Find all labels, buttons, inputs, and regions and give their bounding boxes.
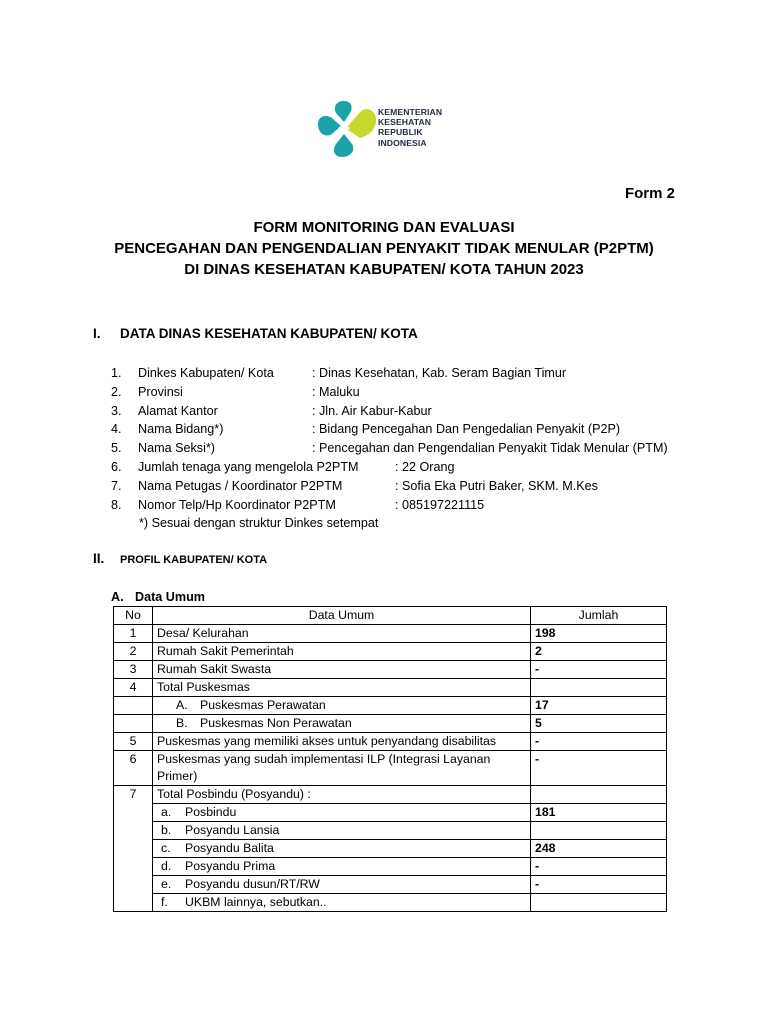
item-value: : 22 Orang [395, 459, 455, 474]
dinkes-data-list [111, 364, 668, 533]
title-line-2: PENCEGAHAN DAN PENGENDALIAN PENYAKIT TIDAK MENULAR (P2PTM) [114, 240, 654, 257]
table-header-row [114, 607, 667, 625]
logo-line-1: KEMENTERIAN [378, 107, 443, 117]
item-label: Jumlah tenaga yang mengelola P2PTM [138, 459, 359, 474]
subsection-title: Data Umum [135, 590, 205, 604]
list-item [111, 420, 621, 439]
sub-letter: e. [161, 877, 172, 891]
list-item [111, 402, 432, 421]
row-label [153, 822, 531, 840]
item-number: 5. [111, 441, 122, 456]
row-value: 5 [531, 715, 667, 733]
title-line-3: DI DINAS KESEHATAN KABUPATEN/ KOTA TAHUN 2023 [184, 261, 584, 278]
item-label: Dinkes Kabupaten/ Kota [138, 366, 274, 380]
kemenkes-logo [314, 96, 464, 162]
list-item [111, 477, 598, 496]
sub-label: Puskesmas Non Perawatan [200, 716, 352, 730]
table-subrow [114, 894, 667, 912]
row-label: Rumah Sakit Swasta [153, 661, 531, 679]
item-label: Nomor Telp/Hp Koordinator P2PTM [138, 497, 336, 512]
sub-label: Posbindu [185, 805, 237, 819]
sub-label: Posyandu Balita [185, 841, 274, 855]
item-value: : Sofia Eka Putri Baker, SKM. M.Kes [395, 478, 598, 493]
row-label [153, 858, 531, 876]
section-number: I. [93, 326, 101, 341]
sub-label: Posyandu Lansia [185, 823, 280, 837]
title-line-1: FORM MONITORING DAN EVALUASI [253, 219, 515, 236]
row-number: 1 [114, 625, 153, 643]
row-label: Desa/ Kelurahan [153, 625, 531, 643]
item-label: Nama Seksi*) [138, 441, 215, 456]
item-value: : Maluku [312, 384, 360, 399]
item-label: Nama Bidang*) [138, 422, 224, 437]
row-number-empty [114, 697, 153, 715]
logo-line-3: REPUBLIK [378, 127, 423, 138]
item-value: : Bidang Pencegahan Dan Pengedalian Penyakit (P2P) [312, 422, 621, 437]
sub-letter: c. [161, 841, 171, 855]
kemenkes-logo-text [378, 107, 442, 148]
table-subrow [114, 804, 667, 822]
row-number-empty [114, 876, 153, 894]
row-value: 181 [531, 804, 667, 822]
row-label [153, 697, 531, 715]
table-subrow [114, 876, 667, 894]
row-value: - [531, 876, 667, 894]
table-row [114, 733, 667, 751]
table-row [114, 661, 667, 679]
logo-line-2: KESEHATAN [378, 117, 432, 128]
table-row [114, 643, 667, 661]
row-label: Rumah Sakit Pemerintah [153, 643, 531, 661]
row-label [153, 840, 531, 858]
item-number: 4. [111, 422, 122, 437]
item-label: Nama Petugas / Koordinator P2PTM [138, 478, 343, 493]
row-label: Puskesmas yang sudah implementasi ILP (Integrasi Layanan Primer) [153, 751, 531, 786]
item-number: 3. [111, 403, 122, 418]
item-number: 2. [111, 384, 122, 399]
sub-letter: a. [161, 805, 172, 819]
row-number-empty [114, 715, 153, 733]
row-label [153, 876, 531, 894]
header-data-umum: Data Umum [153, 607, 531, 625]
list-item [111, 496, 485, 515]
row-number-empty [114, 858, 153, 876]
sub-label: Posyandu Prima [185, 859, 276, 873]
logo-line-4: INDONESIA [378, 137, 427, 148]
item-number: 7. [111, 478, 122, 493]
row-label [153, 715, 531, 733]
row-value: 248 [531, 840, 667, 858]
kemenkes-emblem-icon [314, 96, 380, 162]
table-row [114, 625, 667, 643]
row-number-empty [114, 804, 153, 822]
list-item [111, 383, 378, 402]
header-jumlah: Jumlah [531, 607, 667, 625]
document-title [0, 217, 768, 280]
sub-label: Puskesmas Perawatan [200, 698, 326, 712]
list-item [111, 364, 567, 383]
item-number: 6. [111, 459, 122, 474]
section-number: II. [93, 551, 105, 566]
row-value [531, 679, 667, 697]
item-value: : 085197221115 [395, 497, 485, 512]
row-value [531, 786, 667, 804]
row-label [153, 804, 531, 822]
sub-letter: A. [176, 698, 188, 712]
row-number: 3 [114, 661, 153, 679]
sub-letter: b. [161, 823, 172, 837]
list-item [111, 458, 455, 477]
row-value [531, 894, 667, 912]
sub-label: UKBM lainnya, sebutkan.. [185, 895, 327, 909]
row-number: 2 [114, 643, 153, 661]
row-label: Puskesmas yang memiliki akses untuk penyandang disabilitas [153, 733, 531, 751]
item-label: Provinsi [138, 384, 183, 399]
list-item [111, 439, 668, 458]
table-subrow [114, 697, 667, 715]
table-row [114, 751, 667, 786]
table-subrow [114, 840, 667, 858]
sub-letter: B. [176, 716, 188, 730]
table-subrow [114, 858, 667, 876]
row-value: - [531, 751, 667, 786]
item-number: 1. [111, 366, 122, 380]
row-number-empty [114, 822, 153, 840]
row-number: 5 [114, 733, 153, 751]
row-value: - [531, 858, 667, 876]
item-value: : Dinas Kesehatan, Kab. Seram Bagian Timur [312, 366, 567, 380]
table-subrow [114, 715, 667, 733]
form-number: Form 2 [624, 185, 675, 202]
sub-letter: f. [161, 895, 168, 909]
row-number-empty [114, 840, 153, 858]
row-value [531, 822, 667, 840]
row-value: - [531, 733, 667, 751]
item-value: : Jln. Air Kabur-Kabur [312, 403, 432, 418]
section-title: DATA DINAS KESEHATAN KABUPATEN/ KOTA [120, 326, 418, 341]
subsection-letter: A. [111, 590, 124, 604]
table-row [114, 679, 667, 697]
row-value: 17 [531, 697, 667, 715]
table-row [114, 786, 667, 804]
row-number: 4 [114, 679, 153, 697]
sub-letter: d. [161, 859, 172, 873]
item-value: : Pencegahan dan Pengendalian Penyakit Tidak Menular (PTM) [312, 441, 668, 456]
row-value: 2 [531, 643, 667, 661]
structure-note: *) Sesuai dengan struktur Dinkes setempat [139, 516, 379, 531]
row-value: 198 [531, 625, 667, 643]
row-value: - [531, 661, 667, 679]
table-subrow [114, 822, 667, 840]
item-label: Alamat Kantor [138, 403, 218, 418]
row-number: 6 [114, 751, 153, 786]
data-umum-table [113, 606, 667, 912]
row-number-empty [114, 894, 153, 912]
header-no: No [114, 607, 153, 625]
row-label: Total Posbindu (Posyandu) : [153, 786, 531, 804]
section-title: PROFIL KABUPATEN/ KOTA [120, 554, 268, 566]
row-label [153, 894, 531, 912]
row-number: 7 [114, 786, 153, 804]
item-number: 8. [111, 497, 122, 512]
sub-label: Posyandu dusun/RT/RW [185, 877, 320, 891]
row-label: Total Puskesmas [153, 679, 531, 697]
